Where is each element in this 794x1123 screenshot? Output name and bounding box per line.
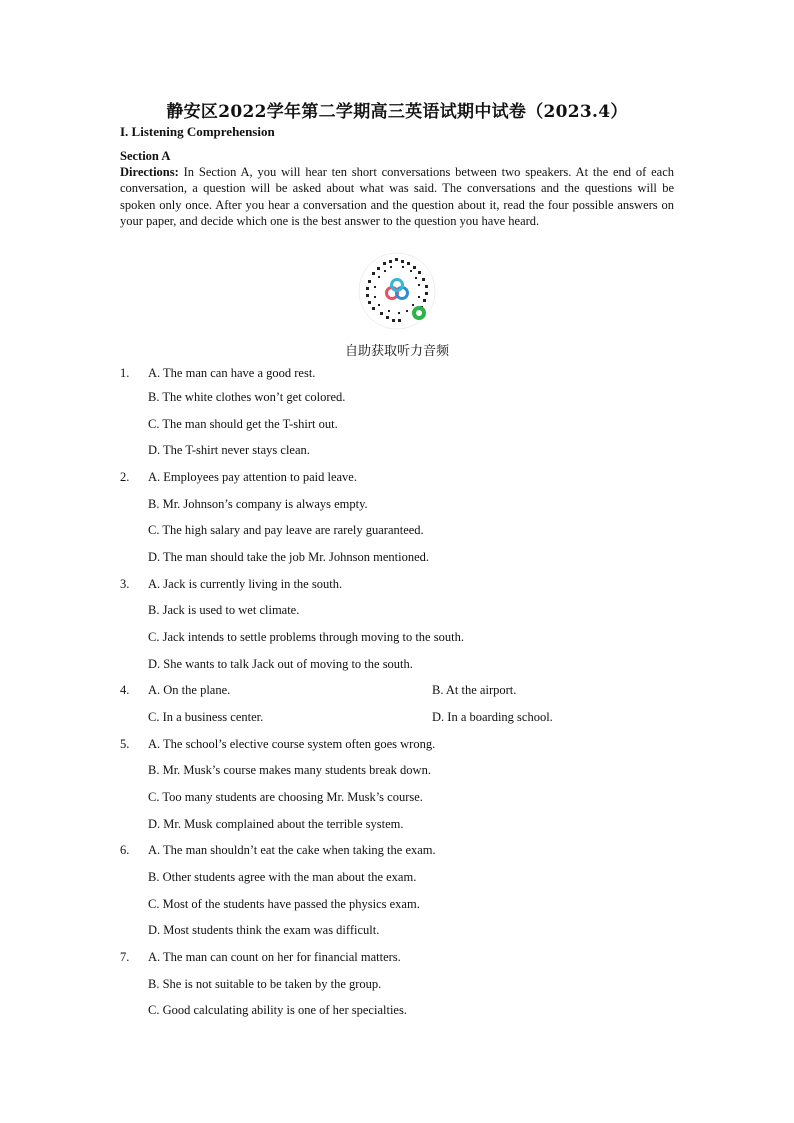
option-1b: B. The white clothes won’t get colored. <box>148 390 346 404</box>
option-3c: C. Jack intends to settle problems through moving to the south. <box>148 630 464 644</box>
option-5a: A. The school’s elective course system often goes wrong. <box>148 737 436 751</box>
part-heading: I. Listening Comprehension <box>120 124 275 139</box>
question-number: 6. <box>120 843 130 857</box>
option-1a: A. The man can have a good rest. <box>148 366 316 380</box>
question-number: 3. <box>120 577 130 591</box>
option-7b: B. She is not suitable to be taken by the group. <box>148 977 382 991</box>
option-7a: A. The man can count on her for financial matters. <box>148 950 401 964</box>
option-5c: C. Too many students are choosing Mr. Musk’s course. <box>148 790 423 804</box>
option-5d: D. Mr. Musk complained about the terrible system. <box>148 817 404 831</box>
section-heading: Section A <box>120 149 171 163</box>
question-number: 7. <box>120 950 130 964</box>
option-2d: D. The man should take the job Mr. Johnson mentioned. <box>148 550 429 564</box>
option-3d: D. She wants to talk Jack out of moving to the south. <box>148 657 413 671</box>
option-4d: D. In a boarding school. <box>432 710 553 724</box>
question-number: 1. <box>120 366 130 380</box>
directions-paragraph <box>120 164 674 230</box>
qr-caption: 自助获取听力音频 <box>344 344 449 359</box>
question-number: 2. <box>120 470 130 484</box>
option-3a: A. Jack is currently living in the south. <box>148 577 343 591</box>
option-2b: B. Mr. Johnson’s company is always empty. <box>148 497 368 511</box>
option-4c: C. In a business center. <box>148 710 264 724</box>
option-6c: C. Most of the students have passed the physics exam. <box>148 897 420 911</box>
question-number: 5. <box>120 737 130 751</box>
directions-label: Directions: <box>120 165 179 179</box>
option-6a: A. The man shouldn’t eat the cake when taking the exam. <box>148 843 436 857</box>
option-6d: D. Most students think the exam was difficult. <box>148 923 380 937</box>
qr-code-icon[interactable] <box>358 252 436 330</box>
option-1c: C. The man should get the T-shirt out. <box>148 417 338 431</box>
option-7c: C. Good calculating ability is one of her specialties. <box>148 1003 407 1017</box>
option-1d: D. The T-shirt never stays clean. <box>148 443 310 457</box>
option-3b: B. Jack is used to wet climate. <box>148 603 300 617</box>
option-5b: B. Mr. Musk’s course makes many students break down. <box>148 763 431 777</box>
directions-text: In Section A, you will hear ten short conversations between two speakers. At the end of each conversation, a question will be asked about what was said. The conversations and the questions will be spoken only once. After you hear a conversation and the question about it, read the four possible answers on your paper, and decide which one is the best answer to the question you have heard. <box>120 165 674 229</box>
option-4b: B. At the airport. <box>432 683 517 697</box>
page-title: 静安区2022学年第二学期高三英语试期中试卷（2023.4） <box>166 102 628 122</box>
option-2a: A. Employees pay attention to paid leave. <box>148 470 357 484</box>
option-6b: B. Other students agree with the man about the exam. <box>148 870 417 884</box>
option-2c: C. The high salary and pay leave are rarely guaranteed. <box>148 523 424 537</box>
option-4a: A. On the plane. <box>148 683 231 697</box>
question-number: 4. <box>120 683 130 697</box>
